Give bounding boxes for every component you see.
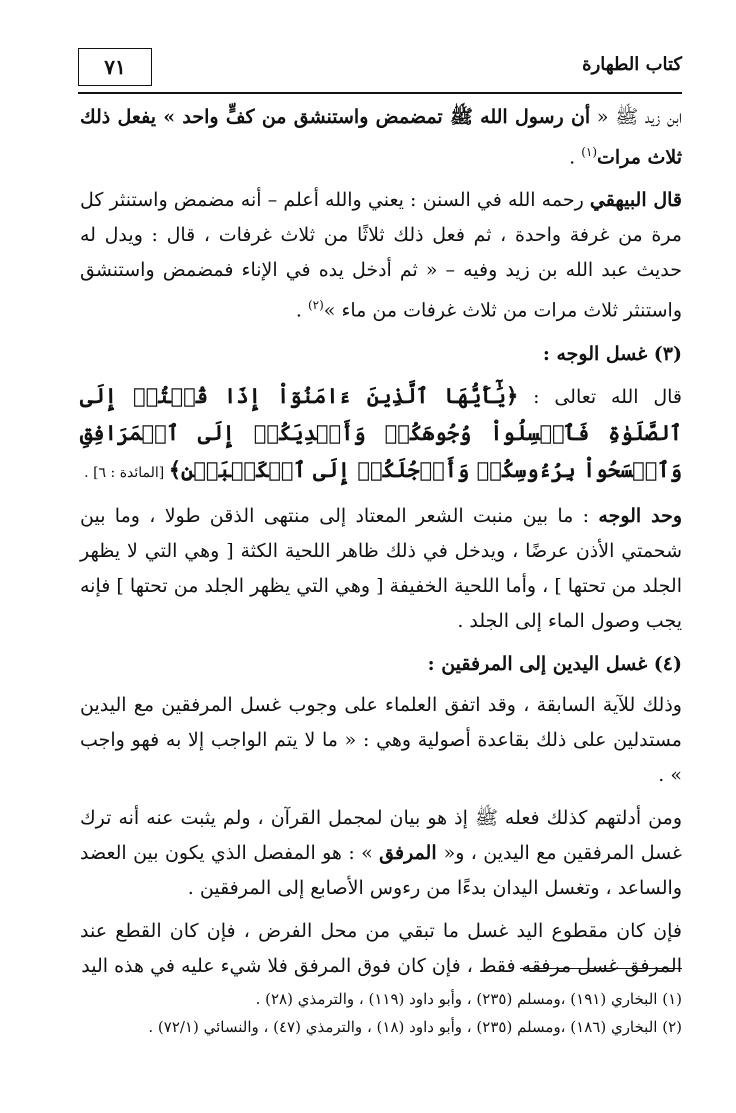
header-rule <box>78 92 682 94</box>
footnote-ref-2[interactable]: (٢) <box>307 298 324 313</box>
quran-verse: ﴿يَٰٓأَيُّهَا ٱلَّذِينَ ءَامَنُوٓاْ إِذَا قُمۡتُمۡ إِلَى ٱلصَّلَوٰةِ فَٱغۡسِلُواْ وُجُوهَكُمۡ وَأَيۡدِيَكُمۡ إِلَى ٱلۡمَرَافِقِ وَٱمۡسَحُواْ بِرُءُوسِكُمۡ وَأَرۡجُلَكُمۡ إِلَى ٱلۡكَعۡبَيۡنِ﴾ <box>80 382 682 482</box>
paragraph-3 <box>80 378 682 491</box>
page-header <box>78 48 682 92</box>
p6-term: المرفق <box>379 841 444 864</box>
footnote-rule <box>520 968 682 969</box>
heading-hands-washing: (٤) غسل اليدين إلى المرفقين : <box>427 652 682 675</box>
running-title: كتاب الطهارة <box>582 54 682 75</box>
p2-text: رحمه الله في السنن : يعني والله أعلم – أنه مضمض واستنثر كل مرة من غرفة واحدة ، ثم فعل ذلك ثلاثًا من ثلاث غرفات ، قال : ويدل له حديث عبد الله بن زيد وفيه – « ثم أدخل يده في الإناء فمضمض واستنشق واستنثر ثلاث مرات من ثلاث غرفات من ماء » <box>80 189 682 322</box>
p3-lead: قال الله تعالى : <box>518 385 682 408</box>
paragraph-4 <box>80 499 682 639</box>
p1-hadith: أن رسول الله ﷺ تمضمض واستنشق من كفٍّ واحد » يفعل ذلك ثلاث مرات <box>80 106 682 169</box>
paragraph-5: وذلك للآية السابقة ، وقد اتفق العلماء على وجوب غسل المرفقين مع اليدين مستدلين على ذلك بقاعدة أصولية وهي : « ما لا يتم الواجب إلا به فهو واجب » . <box>80 693 682 786</box>
p6-text-a: ومن أدلتهم كذلك فعله ﷺ إذ هو بيان لمجمل القرآن ، ولم يثبت عنه أنه ترك غسل المرفقين مع اليدين ، و« <box>80 806 682 864</box>
p6-text-c: » : هو المفصل الذي يكون بين العضد والساعد ، وتغسل اليدان بدءًا من رءوس الأصابع إلى المرفقين . <box>80 841 682 899</box>
page-number-box <box>78 48 152 86</box>
page-number: ٧١ <box>104 55 126 79</box>
paragraph-1 <box>80 100 682 175</box>
p4-text: : ما بين منبت الشعر المعتاد إلى منتهى الذقن طولا ، وما بين شحمتي الأذن عرضًا ، ويدخل في ذلك ظاهر اللحية الكثة [ وهي التي لا يظهر الجلد من تحتها ] ، وأما اللحية الخفيفة [ وهي التي يظهر الجلد من تحتها ] فإنه يجب وصول الماء إلى الجلد . <box>80 504 682 632</box>
p4-lead: وحد الوجه <box>598 504 682 527</box>
footnote-2: (٢) البخاري (١٨٦) ،ومسلم (٢٣٥) ، وأبو داود (١٨) ، والترمذي (٤٧) ، والنسائي (٧٢/١) . <box>148 1018 682 1036</box>
main-text <box>80 100 682 992</box>
p2-lead: قال البيهقي <box>589 189 683 212</box>
heading-face-washing: (٣) غسل الوجه : <box>542 342 682 365</box>
footnote-ref-1[interactable]: (١) <box>581 145 598 159</box>
paragraph-2 <box>80 183 682 328</box>
footnotes <box>80 985 682 1041</box>
p1-end: . <box>569 146 582 169</box>
paragraph-6 <box>80 801 682 906</box>
footnote-1: (١) البخاري (١٩١) ،ومسلم (٢٣٥) ، وأبو داود (١١٩) ، والترمذي (٢٨) . <box>255 990 682 1008</box>
paragraph-7: فإن كان مقطوع اليد غسل ما تبقي من محل الفرض ، فإن كان القطع عند المرفق غسل مرفقه فقط ، فإن كان فوق المرفق فلا شيء عليه في هذه اليد <box>80 919 682 977</box>
verse-reference: [المائدة : ٦] . <box>84 464 169 481</box>
p2-end: . <box>295 299 308 322</box>
p1-lead: ابن زيد ﷺ « <box>596 106 682 128</box>
